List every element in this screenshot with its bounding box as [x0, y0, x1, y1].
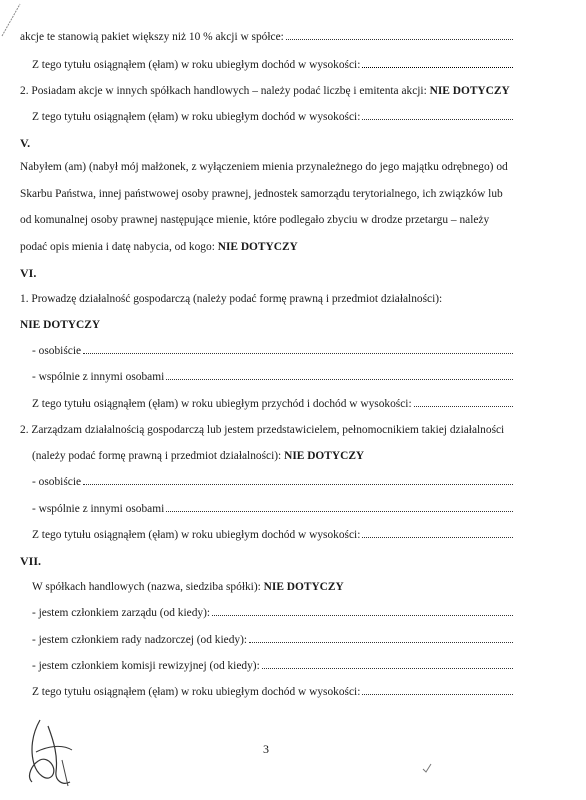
heading-section-v: V. — [20, 136, 31, 150]
line-komisja: - jestem członkiem komisji rewizyjnej (od kiedy): — [32, 659, 513, 673]
nie-dotyczy-3: NIE DOTYCZY — [20, 319, 101, 331]
line-rada: - jestem członkiem rady nadzorczej (od kiedy): — [32, 633, 513, 647]
line-wspolnie-1: - wspólnie z innymi osobami — [32, 370, 513, 384]
line-dochod-1: Z tego tytułu osiągnąłem (ęłam) w roku ubiegłym dochód w wysokości: — [32, 58, 513, 72]
nie-dotyczy-1: NIE DOTYCZY — [429, 85, 510, 97]
para-v-line-4: podać opis mienia i datę nabycia, od kogo: NIE DOTYCZY — [20, 241, 298, 253]
para-v-line-2: Skarbu Państwa, innej państwowej osoby prawnej, jednostek samorządu terytorialnego, ich związków lub — [20, 188, 503, 200]
nie-dotyczy-4: NIE DOTYCZY — [284, 450, 365, 462]
handwritten-signature-icon — [18, 716, 78, 788]
line-zarzad: - jestem członkiem zarządu (od kiedy): — [32, 606, 513, 620]
line-przychod-dochod: Z tego tytułu osiągnąłem (ęłam) w roku ubiegłym przychód i dochód w wysokości: — [32, 397, 513, 411]
heading-section-vii: VII. — [20, 554, 42, 568]
line-prowadze-dzialalnosc: 1. Prowadzę działalność gospodarczą (należy podać formę prawną i przedmiot działalności): — [20, 293, 443, 305]
page-number: 3 — [263, 742, 269, 756]
nie-dotyczy-2: NIE DOTYCZY — [217, 241, 298, 253]
line-dochod-3: Z tego tytułu osiągnąłem (ęłam) w roku ubiegłym dochód w wysokości: — [32, 528, 513, 542]
line-akcje-pakiet: akcje te stanowią pakiet większy niż 10 % akcji w spółce: — [20, 30, 513, 44]
heading-section-vi: VI. — [20, 266, 37, 280]
para-v-line-3: od komunalnej osoby prawnej następujące mienie, które podlegało zbyciu w drodze przetargu – należy — [20, 214, 490, 226]
line-dochod-2: Z tego tytułu osiągnąłem (ęłam) w roku ubiegłym dochód w wysokości: — [32, 110, 513, 124]
line-zarzadzam-1: 2. Zarządzam działalnością gospodarczą lub jestem przedstawicielem, pełnomocnikiem takiej działalności — [20, 424, 505, 436]
small-tick-mark-icon — [422, 762, 432, 774]
nie-dotyczy-5: NIE DOTYCZY — [263, 581, 344, 593]
para-v-line-1: Nabyłem (am) (nabył mój małżonek, z wyłączeniem mienia przynależnego do jego majątku odrębnego) od — [20, 161, 508, 173]
line-dochod-4: Z tego tytułu osiągnąłem (ęłam) w roku ubiegłym dochód w wysokości: — [32, 685, 513, 699]
line-posiadam-akcje: 2. Posiadam akcje w innych spółkach handlowych – należy podać liczbę i emitenta akcji: NIE DOTYCZY — [20, 85, 510, 97]
line-spolki-handlowe: W spółkach handlowych (nazwa, siedziba spółki): NIE DOTYCZY — [32, 581, 344, 593]
line-osobiscie-2: - osobiście — [32, 475, 513, 489]
line-zarzadzam-2: (należy podać formę prawną i przedmiot działalności): NIE DOTYCZY — [32, 450, 365, 462]
line-wspolnie-2: - wspólnie z innymi osobami — [32, 502, 513, 516]
line-osobiscie-1: - osobiście — [32, 344, 513, 358]
